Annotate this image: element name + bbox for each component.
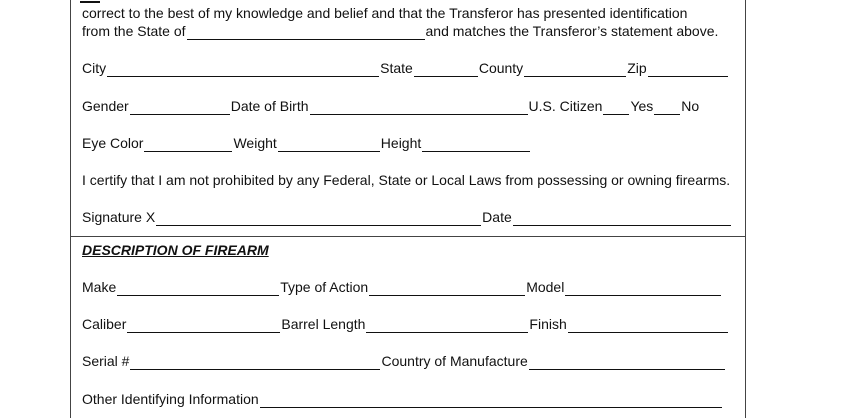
citizen-no-field[interactable] [654,100,680,115]
barrel-length-field[interactable] [366,318,528,333]
zip-field[interactable] [648,62,728,77]
make-row [82,278,722,296]
country-label: Country of Manufacture [381,353,528,369]
section-divider [70,236,745,237]
certify-text: I certify that I am not prohibited by any Federal, State or Local Laws from possessing or owning firearms. [82,172,731,188]
serial-label: Serial # [82,353,130,369]
caliber-field[interactable] [127,318,280,333]
state-label: State [380,60,413,76]
other-info-field[interactable] [260,393,722,408]
signature-row [82,208,732,226]
signature-date-label: Date [482,209,512,225]
type-of-action-field[interactable] [369,281,525,296]
certify-row [82,171,730,189]
model-field[interactable] [565,281,721,296]
dob-label: Date of Birth [230,98,309,114]
eye-color-field[interactable] [144,137,232,152]
dob-field[interactable] [310,100,528,115]
serial-field[interactable] [130,355,380,370]
height-label: Height [380,135,422,151]
caliber-label: Caliber [82,316,127,332]
signature-date-field[interactable] [513,211,731,226]
type-of-action-label: Type of Action [280,279,369,295]
weight-label: Weight [233,135,277,151]
us-citizen-label: U.S. Citizen [528,98,603,114]
finish-field[interactable] [568,318,728,333]
cert-line-2 [82,22,718,40]
cert-text-line1: correct to the best of my knowledge and belief and that the Transferor has presented identification [82,5,688,21]
other-info-label: Other Identifying Information [82,391,259,407]
state-field[interactable] [414,62,478,77]
serial-row [82,352,726,370]
gender-label: Gender [82,98,129,114]
gender-dob-row [82,97,699,115]
barrel-length-label: Barrel Length [281,316,366,332]
country-field[interactable] [529,355,725,370]
citizen-yes-field[interactable] [603,100,629,115]
yes-label: Yes [630,98,654,114]
cert-line-1 [82,4,687,22]
signature-field[interactable] [156,211,481,226]
city-field[interactable] [107,62,379,77]
finish-label: Finish [529,316,567,332]
from-state-label: from the State of [82,23,186,39]
zip-label: Zip [627,60,647,76]
signature-label: Signature X [82,209,156,225]
other-info-row [82,390,723,408]
height-field[interactable] [422,137,530,152]
from-state-field[interactable] [187,25,425,40]
matches-statement-text: and matches the Transferor’s statement above. [425,23,719,39]
no-label: No [681,98,700,114]
gender-field[interactable] [130,100,230,115]
weight-field[interactable] [278,137,380,152]
firearm-section-title: DESCRIPTION OF FIREARM [82,242,269,258]
model-label: Model [526,279,565,295]
county-field[interactable] [524,62,626,77]
eye-color-label: Eye Color [82,135,144,151]
county-label: County [478,60,524,76]
city-label: City [82,60,107,76]
make-field[interactable] [117,281,279,296]
address-row [82,59,729,77]
cutoff-text-fragment [80,0,100,3]
make-label: Make [82,279,117,295]
caliber-row [82,315,729,333]
physical-row [82,134,531,152]
